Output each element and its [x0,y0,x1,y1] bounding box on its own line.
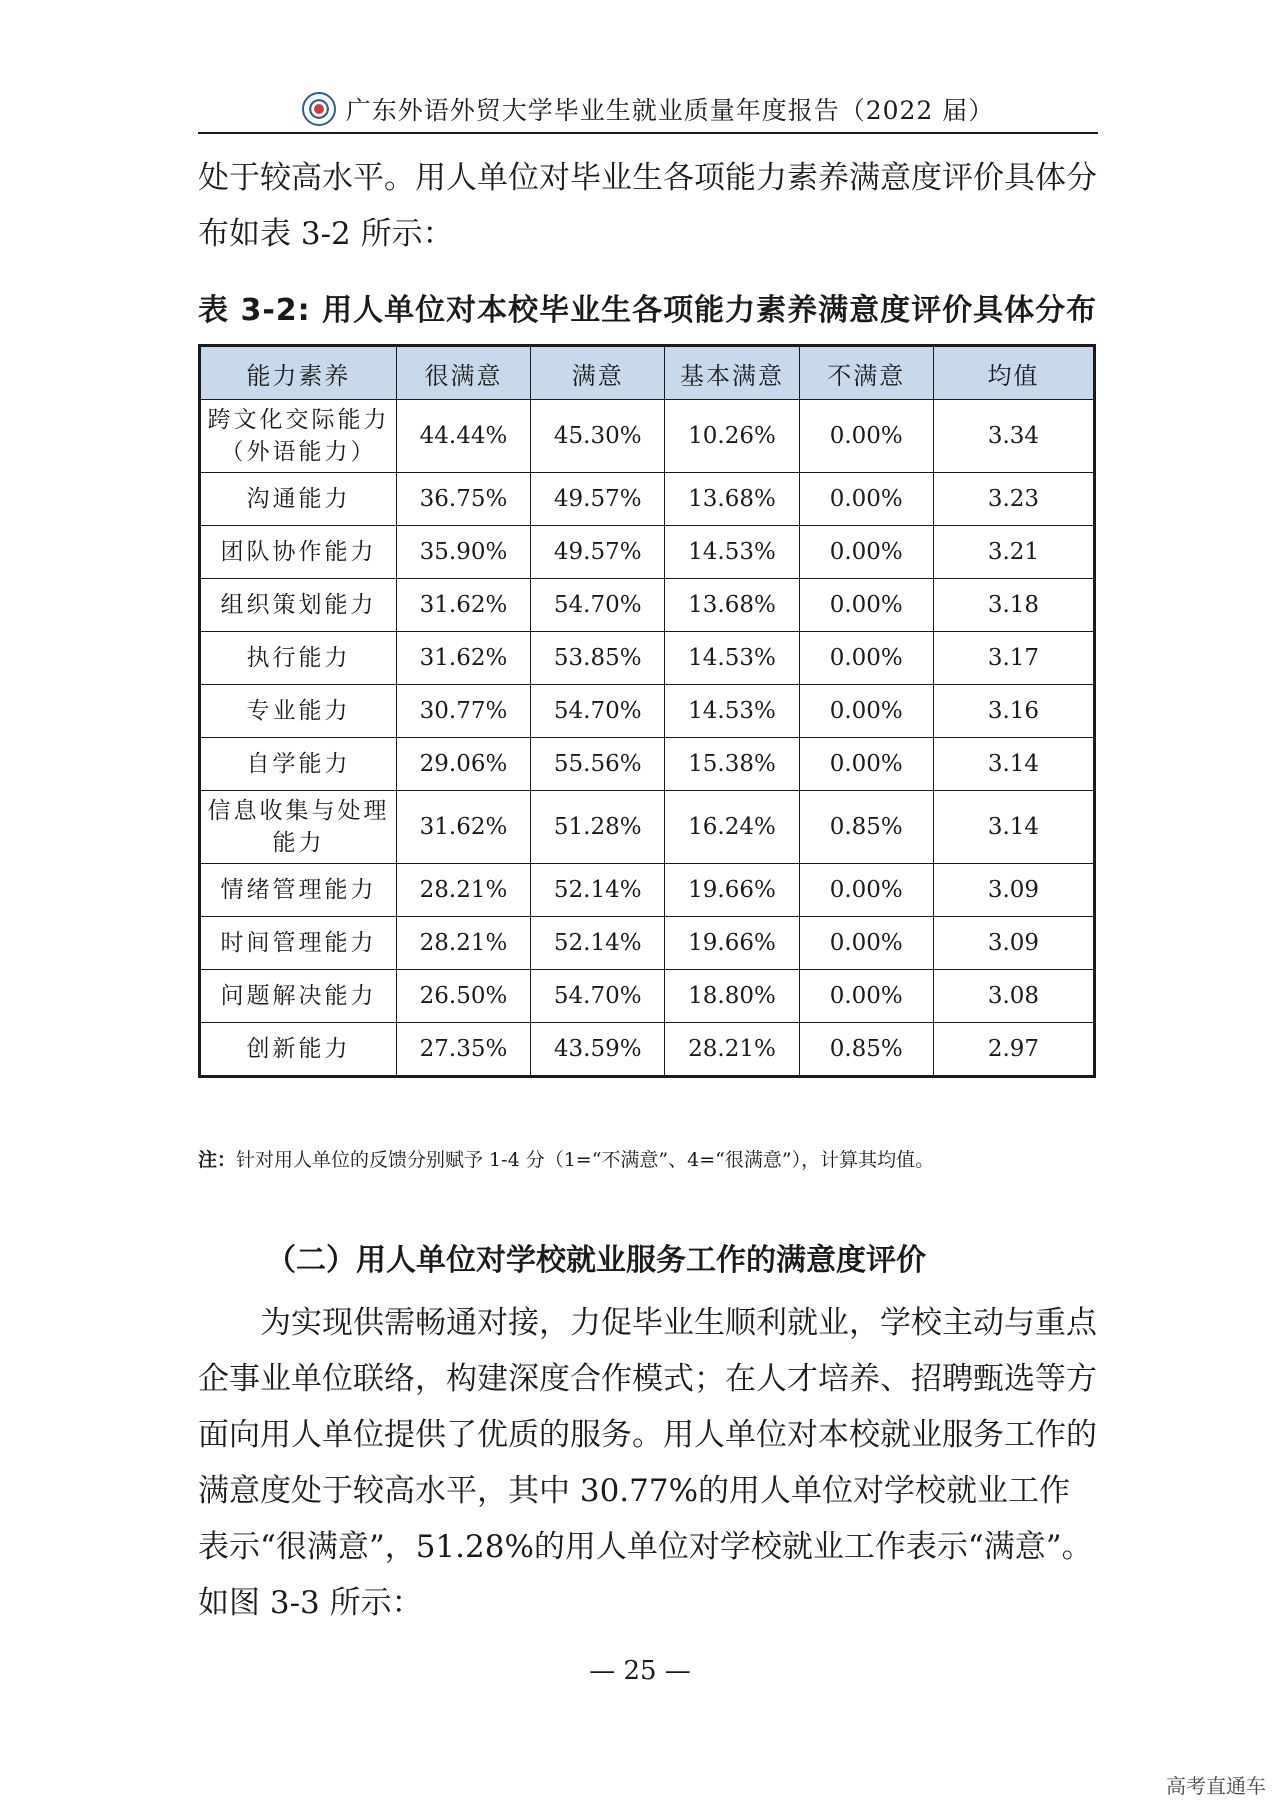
value-cell: 54.70% [531,685,665,738]
value-cell: 16.24% [665,791,799,864]
table-caption: 表 3-2: 用人单位对本校毕业生各项能力素养满意度评价具体分布 [198,293,1098,328]
value-cell: 0.00% [799,473,933,526]
value-cell: 13.68% [665,473,799,526]
note-text: 针对用人单位的反馈分别赋予 1-4 分（1=“不满意”、4=“很满意”），计算其均值。 [236,1149,935,1171]
value-cell: 0.00% [799,917,933,970]
university-logo-icon [302,92,336,126]
value-cell: 0.85% [799,791,933,864]
value-cell: 31.62% [396,632,530,685]
value-cell: 3.21 [933,526,1094,579]
ability-cell: 情绪管理能力 [200,864,397,917]
value-cell: 19.66% [665,917,799,970]
watermark-text: 高考直通车 [1166,1774,1266,1798]
ability-cell: 信息收集与处理能力 [200,791,397,864]
value-cell: 49.57% [531,473,665,526]
value-cell: 3.14 [933,791,1094,864]
value-cell: 14.53% [665,526,799,579]
value-cell: 36.75% [396,473,530,526]
value-cell: 52.14% [531,917,665,970]
value-cell: 3.09 [933,864,1094,917]
ability-cell: 专业能力 [200,685,397,738]
ability-cell: 团队协作能力 [200,526,397,579]
value-cell: 3.14 [933,738,1094,791]
value-cell: 44.44% [396,400,530,473]
value-cell: 10.26% [665,400,799,473]
value-cell: 43.59% [531,1023,665,1077]
header-cell: 基本满意 [665,346,799,400]
value-cell: 52.14% [531,864,665,917]
intro-paragraph: 处于较高水平。用人单位对毕业生各项能力素养满意度评价具体分布如表 3-2 所示： [198,160,1097,252]
value-cell: 28.21% [396,864,530,917]
header-cell: 很满意 [396,346,530,400]
value-cell: 55.56% [531,738,665,791]
value-cell: 35.90% [396,526,530,579]
value-cell: 45.30% [531,400,665,473]
value-cell: 30.77% [396,685,530,738]
value-cell: 0.00% [799,579,933,632]
table-header-row [200,346,1095,400]
value-cell: 54.70% [531,579,665,632]
value-cell: 51.28% [531,791,665,864]
value-cell: 3.16 [933,685,1094,738]
value-cell: 27.35% [396,1023,530,1077]
table-row [200,632,1095,685]
ability-cell: 组织策划能力 [200,579,397,632]
value-cell: 0.85% [799,1023,933,1077]
table-row [200,526,1095,579]
value-cell: 26.50% [396,970,530,1023]
header-cell: 能力素养 [200,346,397,400]
value-cell: 0.00% [799,526,933,579]
table-row [200,685,1095,738]
ability-cell: 时间管理能力 [200,917,397,970]
note-label: 注： [198,1149,237,1171]
value-cell: 3.34 [933,400,1094,473]
table-row [200,473,1095,526]
table-row [200,970,1095,1023]
header-cell: 均值 [933,346,1094,400]
value-cell: 29.06% [396,738,530,791]
value-cell: 49.57% [531,526,665,579]
table-note [198,1145,1108,1172]
header-title: 广东外语外贸大学毕业生就业质量年度报告（2022 届） [345,96,995,125]
value-cell: 0.00% [799,685,933,738]
ability-cell: 执行能力 [200,632,397,685]
ability-cell: 沟通能力 [200,473,397,526]
value-cell: 14.53% [665,685,799,738]
table-row [200,1023,1095,1077]
value-cell: 3.09 [933,917,1094,970]
value-cell: 3.18 [933,579,1094,632]
value-cell: 3.23 [933,473,1094,526]
value-cell: 18.80% [665,970,799,1023]
header-cell: 满意 [531,346,665,400]
body-paragraph: 为实现供需畅通对接，力促毕业生顺利就业，学校主动与重点企事业单位联络，构建深度合作模式；在人才培养、招聘甄选等方面向用人单位提供了优质的服务。用人单位对本校就业服务工作的满意度处于较高水平，其中 30.77%的用人单位对学校就业工作表示“很满意”，51.28%的用人单位对学校就业工作表示“满意”。如图 3-3 所示： [198,1305,1097,1621]
ability-cell: 跨文化交际能力（外语能力） [200,400,397,473]
value-cell: 0.00% [799,864,933,917]
value-cell: 19.66% [665,864,799,917]
table-row [200,791,1095,864]
value-cell: 0.00% [799,738,933,791]
value-cell: 54.70% [531,970,665,1023]
value-cell: 13.68% [665,579,799,632]
value-cell: 28.21% [396,917,530,970]
page-number: — 25 — [589,1656,691,1686]
value-cell: 3.08 [933,970,1094,1023]
table-row [200,917,1095,970]
value-cell: 14.53% [665,632,799,685]
value-cell: 31.62% [396,579,530,632]
value-cell: 53.85% [531,632,665,685]
value-cell: 28.21% [665,1023,799,1077]
value-cell: 15.38% [665,738,799,791]
value-cell: 0.00% [799,632,933,685]
table-row [200,738,1095,791]
value-cell: 31.62% [396,791,530,864]
ability-cell: 创新能力 [200,1023,397,1077]
value-cell: 0.00% [799,970,933,1023]
section-heading: （二）用人单位对学校就业服务工作的满意度评价 [266,1243,926,1278]
ability-cell: 自学能力 [200,738,397,791]
page-header [198,86,1098,134]
ability-cell: 问题解决能力 [200,970,397,1023]
value-cell: 0.00% [799,400,933,473]
header-cell: 不满意 [799,346,933,400]
value-cell: 2.97 [933,1023,1094,1077]
table-row [200,579,1095,632]
table-row [200,400,1095,473]
value-cell: 3.17 [933,632,1094,685]
satisfaction-table [198,344,1096,1078]
table-row [200,864,1095,917]
